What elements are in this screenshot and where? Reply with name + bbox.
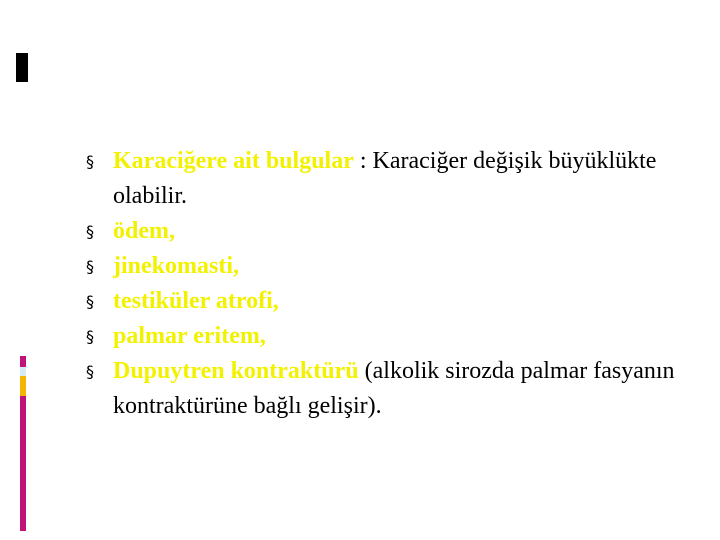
side-accent-magenta-bottom — [20, 396, 26, 531]
list-item — [84, 354, 684, 424]
list-item — [84, 214, 684, 249]
section-sign-icon: § — [86, 222, 94, 241]
highlight-term: Karaciğere ait bulgular — [113, 148, 354, 174]
section-sign-icon: § — [86, 152, 94, 171]
list-item — [84, 319, 684, 354]
highlight-term: jinekomasti, — [113, 253, 239, 279]
side-accent-light-blue — [20, 367, 26, 376]
list-item — [84, 144, 684, 214]
section-sign-icon: § — [86, 327, 94, 346]
side-accent-gold — [20, 376, 26, 396]
section-sign-icon: § — [86, 292, 94, 311]
title-corner-bar — [16, 53, 28, 82]
item-text: (alkolik sirozda palmar fasyanın kontraktürüne bağlı gelişir). — [113, 358, 675, 419]
side-accent-magenta-top — [20, 356, 26, 367]
highlight-term: ödem, — [113, 218, 175, 244]
item-text: : Karaciğer değişik büyüklükte olabilir. — [113, 148, 657, 209]
highlight-term: Dupuytren kontraktürü — [113, 358, 359, 384]
bullet-list — [84, 144, 684, 424]
highlight-term: testiküler atrofi, — [113, 288, 279, 314]
list-item — [84, 284, 684, 319]
highlight-term: palmar eritem, — [113, 323, 266, 349]
list-item — [84, 249, 684, 284]
section-sign-icon: § — [86, 362, 94, 381]
section-sign-icon: § — [86, 257, 94, 276]
